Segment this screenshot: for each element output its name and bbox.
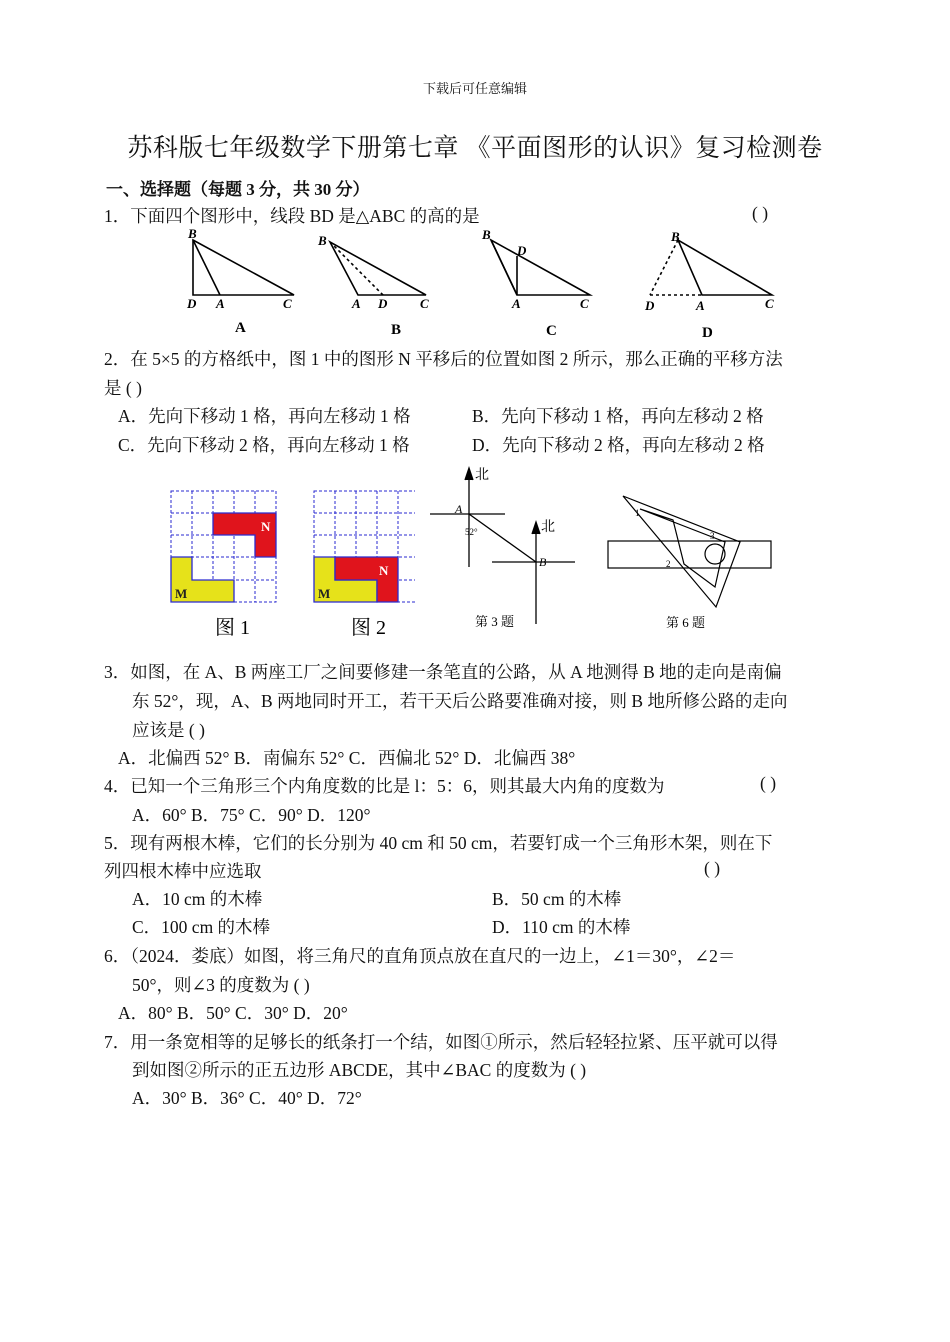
fig6-triangle-inner xyxy=(640,509,725,587)
fig2-m-label: M xyxy=(318,586,331,601)
q1-label: A xyxy=(352,296,361,311)
q1-label: D xyxy=(378,296,388,311)
q6-stem-line2: 50°，则∠3 的度数为 ( ) xyxy=(132,975,310,995)
q1-label: B xyxy=(482,228,491,242)
q1-label: B xyxy=(188,228,197,241)
header-note: 下载后可任意编辑 xyxy=(422,81,527,96)
section-heading: 一、选择题（每题 3 分，共 30 分） xyxy=(106,180,370,199)
q1-label: D xyxy=(187,296,197,311)
fig2-n-label: N xyxy=(379,563,389,578)
fig6-angle-2: 2 xyxy=(666,559,671,569)
q6-stem-line1: 6．（2024．娄底）如图，将三角尺的直角顶点放在直尺的一边上，∠1＝30°，∠2＝ xyxy=(104,946,736,966)
q4-stem: 4．已知一个三角形三个内角度数的比是 l：5：6，则其最大内角的度数为 xyxy=(104,776,665,796)
q2-option-d: D．先向下移动 2 格，再向左移动 2 格 xyxy=(472,435,765,455)
q3-stem-line1: 3．如图，在 A、B 两座工厂之间要修建一条笔直的公路，从 A 地测得 B 地的走向是南偏 xyxy=(104,662,782,682)
fig3-point-b: B xyxy=(539,555,547,569)
q1-label: B xyxy=(671,229,680,244)
fig1-m-label: M xyxy=(175,586,188,601)
q1-figA-triangle xyxy=(193,240,294,295)
q7-stem-line1: 7．用一条宽相等的足够长的纸条打一个结，如图①所示，然后轻轻拉紧、压平就可以得 xyxy=(104,1032,778,1052)
q1-label: B xyxy=(318,233,327,248)
q5-stem-line2: 列四根木棒中应选取 xyxy=(104,861,262,881)
q1-option-label: C xyxy=(546,323,557,339)
fig1-n-label: N xyxy=(261,519,271,534)
q1-label: C xyxy=(283,296,292,311)
q2-stem-line2: 是 ( ) xyxy=(104,378,142,398)
q5-answer-paren: ( ) xyxy=(704,858,721,878)
q1-answer-paren: ( ) xyxy=(752,203,769,223)
fig1-caption: 图 1 xyxy=(215,617,250,639)
q6-options: A．80° B．50° C．30° D．20° xyxy=(118,1003,348,1023)
q1-figC-ab xyxy=(491,240,517,295)
q5-stem-line1: 5．现有两根木棒，它们的长分别为 40 cm 和 50 cm，若要钉成一个三角形木架，则在下 xyxy=(104,833,773,853)
q3-options: A．北偏西 52° B．南偏东 52° C．西偏北 52° D．北偏西 38° xyxy=(118,748,576,768)
q1-option-label: D xyxy=(702,325,713,341)
q5-option-c: C．100 cm 的木棒 xyxy=(132,917,271,937)
q5-option-d: D．110 cm 的木棒 xyxy=(492,917,631,937)
fig6-angle-1: 1 xyxy=(635,508,640,518)
fig3-angle: 52° xyxy=(465,527,478,537)
q4-answer-paren: ( ) xyxy=(760,773,777,793)
q1-figD-triangle xyxy=(678,240,772,295)
fig6-angle-3: 3 xyxy=(710,531,715,541)
q2-stem-line1: 2．在 5×5 的方格纸中，图 1 中的图形 N 平移后的位置如图 2 所示，那么正确的平移方法 xyxy=(104,349,783,369)
q1-figB-dash xyxy=(330,242,383,295)
q3-stem-line3: 应该是 ( ) xyxy=(132,720,205,740)
q1-figB-triangle xyxy=(330,242,426,295)
q1-figures xyxy=(180,228,800,343)
q7-options: A．30° B．36° C．40° D．72° xyxy=(132,1088,362,1108)
fig3-diagram xyxy=(425,462,585,637)
q1-figD-dash1 xyxy=(650,240,678,295)
page-title: 苏科版七年级数学下册第七章 《平面图形的认识》复习检测卷 xyxy=(127,135,823,162)
fig3-point-a: A xyxy=(455,502,463,516)
fig6-ruler xyxy=(608,541,771,568)
q3-stem-line2: 东 52°，现，A、B 两地同时开工，若干天后公路要准确对接，则 B 地所修公路的走向 xyxy=(132,691,788,711)
q1-option-label: A xyxy=(235,320,246,336)
fig3-caption: 第 3 题 xyxy=(475,614,515,629)
q1-label: A xyxy=(696,298,705,313)
q2-option-a: A．先向下移动 1 格，再向左移动 1 格 xyxy=(118,406,411,426)
q5-option-a: A．10 cm 的木棒 xyxy=(132,889,263,909)
q2-option-c: C．先向下移动 2 格，再向左移动 1 格 xyxy=(118,435,410,455)
q1-label: D xyxy=(517,243,527,258)
q5-option-b: B．50 cm 的木棒 xyxy=(492,889,622,909)
q7-stem-line2: 到如图②所示的正五边形 ABCDE，其中∠BAC 的度数为 ( ) xyxy=(132,1060,587,1080)
q1-stem: 1．下面四个图形中，线段 BD 是△ABC 的高的是 xyxy=(104,206,480,226)
q1-figC-triangle xyxy=(491,240,590,295)
q4-options: A．60° B．75° C．90° D．120° xyxy=(132,805,371,825)
q1-label: C xyxy=(580,296,589,311)
q1-option-label: B xyxy=(391,322,402,338)
fig3-north-a: 北 xyxy=(475,468,489,483)
fig2-caption: 图 2 xyxy=(351,617,386,639)
q1-label: C xyxy=(765,296,774,311)
fig3-north-b: 北 xyxy=(541,520,555,535)
q2-option-b: B．先向下移动 1 格，再向左移动 2 格 xyxy=(472,406,764,426)
q1-label: A xyxy=(512,296,521,311)
q2-grid-figures xyxy=(165,485,415,640)
fig6-caption: 第 6 题 xyxy=(666,615,706,630)
q1-label: C xyxy=(420,296,429,311)
q1-label: D xyxy=(645,298,655,313)
fig6-diagram xyxy=(600,487,780,637)
q1-label: A xyxy=(216,296,225,311)
